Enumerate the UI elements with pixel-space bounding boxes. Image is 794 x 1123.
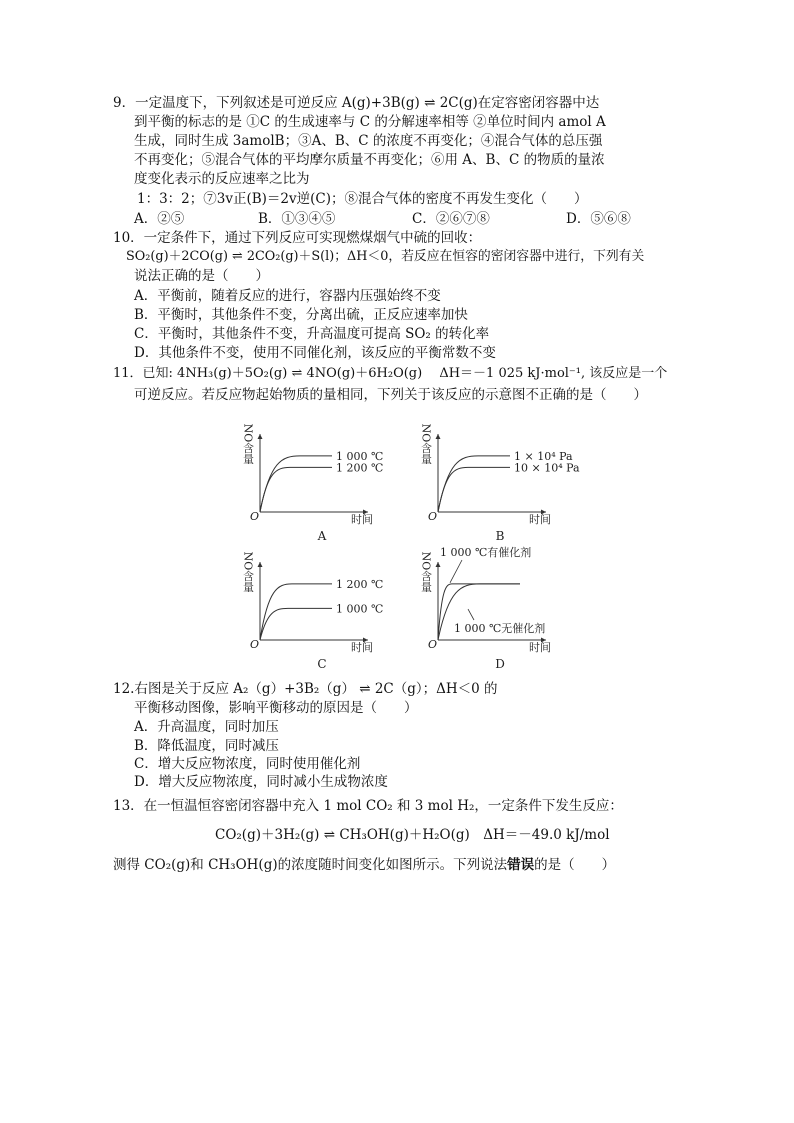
q9-option-a: A．②⑤: [134, 211, 185, 227]
q12-line-2: 平衡移动图像，影响平衡移动的原因是（ ）: [134, 700, 418, 716]
q11-line-1: 11．已知: 4NH₃(g)＋5O₂(g) ⇌ 4NO(g)＋6H₂O(g) ΔH＝－1 025 kJ·mol⁻¹, 该反应是一个: [113, 366, 668, 381]
origin-label: O: [250, 638, 260, 651]
q13-line-3-end: 的是（ ）: [534, 857, 616, 873]
curve-1: [260, 456, 332, 512]
q10-option-c: C．平衡时，其他条件不变，升高温度可提高 SO₂ 的转化率: [134, 326, 490, 342]
x-axis-label: 时间: [351, 641, 373, 654]
q12-line-1: 12.右图是关于反应 A₂（g）+3B₂（g） ⇌ 2C（g）；ΔH＜0 的: [113, 681, 498, 697]
origin-label: O: [250, 510, 260, 523]
q10-option-a: A．平衡前，随着反应的进行，容器内压强始终不变: [134, 288, 441, 304]
q12-option-c: C．增大反应物浓度，同时使用催化剂: [134, 756, 361, 772]
q9-option-b: B．①③④⑤: [258, 211, 336, 227]
q9-option-c: C．②⑥⑦⑧: [412, 211, 490, 227]
y-axis-label: NO含量: [419, 551, 433, 593]
q13-line-1: 13．在一恒温恒容密闭容器中充入 1 mol CO₂ 和 3 mol H₂，一定条件下发生反应：: [113, 798, 623, 814]
q9-line-1: 9．一定温度下，下列叙述是可逆反应 A(g)+3B(g) ⇌ 2C(g)在定容密闭容器中达: [113, 95, 600, 111]
y-axis-label: NO含量: [419, 423, 433, 465]
origin-label: O: [428, 510, 438, 523]
q9-line-3: 生成，同时生成 3amolB；③A、B、C 的浓度不再变化；④混合气体的总压强: [134, 133, 603, 149]
graph-caption: C: [317, 657, 327, 671]
y-axis-label: NO含量: [241, 551, 255, 593]
q9-line-5: 度变化表示的反应速率之比为: [134, 171, 310, 187]
graph-a: [236, 423, 406, 544]
q13-line-3: [113, 856, 615, 874]
curve-label: 10 × 10⁴ Pa: [514, 461, 580, 475]
curve-label: 1 000 ℃有催化剂: [440, 546, 532, 559]
graph-c: [236, 551, 406, 672]
graph-b: [414, 423, 584, 544]
q13-emphasis: 错误: [507, 857, 535, 873]
q12-option-d: D．增大反应物浓度，同时减小生成物浓度: [134, 774, 388, 790]
curve-label: 1 × 10⁴ Pa: [514, 449, 573, 463]
origin-label: O: [428, 638, 438, 651]
q10-line-1: 10．一定条件下，通过下列反应可实现燃煤烟气中硫的回收：: [113, 230, 482, 246]
x-axis-label: 时间: [529, 641, 551, 654]
y-axis-label: NO含量: [241, 423, 255, 465]
q10-option-d: D．其他条件不变，使用不同催化剂，该反应的平衡常数不变: [134, 345, 496, 361]
graph-caption: B: [495, 529, 505, 543]
curve-2: [260, 608, 332, 640]
curve-label: 1 200 ℃: [336, 577, 384, 591]
graph-caption: D: [495, 657, 505, 671]
x-axis-label: 时间: [529, 513, 551, 526]
q13-line-3-start: 测得 CO₂(g)和 CH₃OH(g)的浓度随时间变化如图所示。下列说法: [113, 857, 508, 873]
q9-option-d: D．⑤⑥⑧: [566, 211, 631, 227]
curve-1: [260, 584, 332, 640]
q10-line-2: SO₂(g)＋2CO(g) ⇌ 2CO₂(g)＋S(l)；ΔH＜0，若反应在恒容的密闭容器中进行，下列有关: [126, 249, 645, 264]
q9-line-2: 到平衡的标志的是 ①C 的生成速率与 C 的分解速率相等 ②单位时间内 amol A: [134, 114, 606, 130]
q13-equation: CO₂(g)＋3H₂(g) ⇌ CH₃OH(g)＋H₂O(g) ΔH＝－49.0 kJ/mol: [215, 827, 610, 843]
q9-line-4: 不再变化；⑤混合气体的平均摩尔质量不再变化；⑥用 A、B、C 的物质的量浓: [134, 152, 605, 168]
q10-option-b: B．平衡时，其他条件不变，分离出硫，正反应速率加快: [134, 307, 468, 323]
curve-label: 1 200 ℃: [336, 461, 384, 475]
leader-line: [450, 560, 462, 583]
curve-label: 1 000 ℃无催化剂: [454, 622, 546, 635]
curve-1: [438, 456, 510, 512]
q12-option-a: A．升高温度，同时加压: [134, 719, 279, 735]
graph-d: [414, 548, 584, 672]
x-axis-label: 时间: [351, 513, 373, 526]
curve-label: 1 000 ℃: [336, 602, 384, 616]
q12-option-b: B．降低温度，同时减压: [134, 738, 279, 754]
graph-caption: A: [317, 529, 327, 543]
q10-line-3: 说法正确的是（ ）: [134, 268, 269, 284]
leader-line: [468, 609, 474, 620]
q9-line-6: 1：3：2；⑦3v正(B)＝2v逆(C)；⑧混合气体的密度不再发生变化（ ）: [137, 191, 588, 207]
curve-label: 1 000 ℃: [336, 449, 384, 463]
q11-line-2: 可逆反应。若反应物起始物质的量相同，下列关于该反应的示意图不正确的是（ ）: [134, 387, 647, 403]
